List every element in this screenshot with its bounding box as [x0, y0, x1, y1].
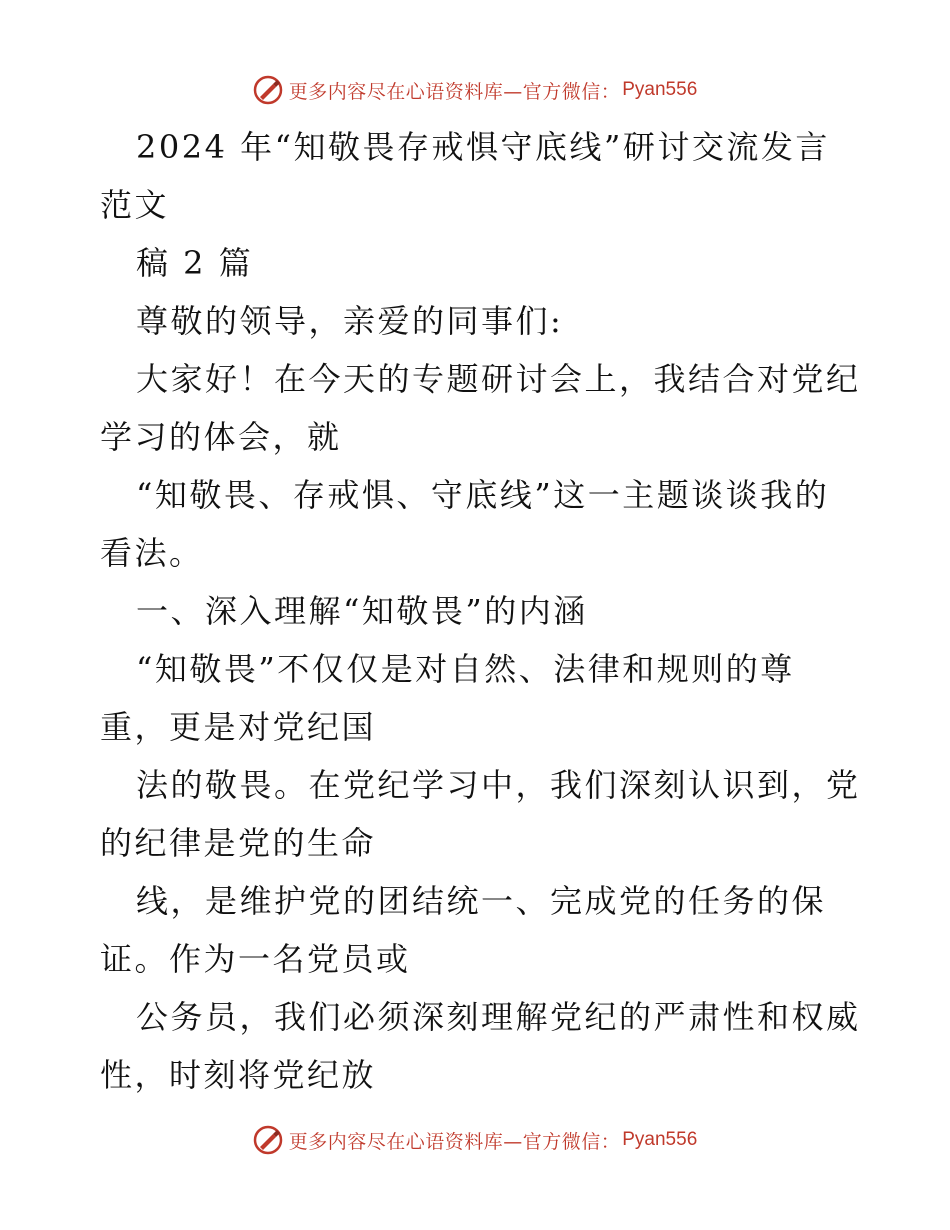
watermark-footer [0, 1120, 950, 1160]
doc-line: 证。作为一名党员或 [100, 940, 411, 978]
watermark-wechat-id: Pyan556 [622, 79, 698, 100]
doc-line: “知敬畏、存戒惧、守底线”这一主题谈谈我的 [136, 476, 830, 514]
watermark-wechat-id: Pyan556 [622, 1129, 698, 1150]
pen-logo-icon [253, 75, 283, 105]
doc-line: “知敬畏”不仅仅是对自然、法律和规则的尊 [136, 650, 795, 688]
doc-line: 一、深入理解“知敬畏”的内涵 [136, 592, 588, 630]
pen-logo-icon [253, 1125, 283, 1155]
watermark-header [0, 70, 950, 110]
doc-line: 稿 2 篇 [136, 244, 254, 282]
watermark-text: 更多内容尽在心语资料库—官方微信： [288, 1130, 621, 1153]
doc-line: 学习的体会，就 [100, 418, 342, 456]
doc-line: 公务员，我们必须深刻理解党纪的严肃性和权威 [136, 998, 861, 1036]
doc-line: 重，更是对党纪国 [100, 708, 377, 746]
watermark-text: 更多内容尽在心语资料库—官方微信： [288, 80, 621, 103]
doc-line: 性，时刻将党纪放 [100, 1056, 377, 1094]
doc-line: 的纪律是党的生命 [100, 824, 377, 862]
doc-line: 法的敬畏。在党纪学习中，我们深刻认识到，党 [136, 766, 861, 804]
document-body [100, 118, 860, 1104]
doc-line: 大家好！在今天的专题研讨会上，我结合对党纪 [136, 360, 861, 398]
doc-line: 尊敬的领导，亲爱的同事们: [136, 302, 564, 340]
doc-line: 看法。 [100, 534, 204, 572]
doc-line: 范文 [100, 186, 170, 224]
doc-line: 2024 年“知敬畏存戒惧守底线”研讨交流发言 [136, 128, 830, 166]
doc-line: 线，是维护党的团结统一、完成党的任务的保 [136, 882, 827, 920]
